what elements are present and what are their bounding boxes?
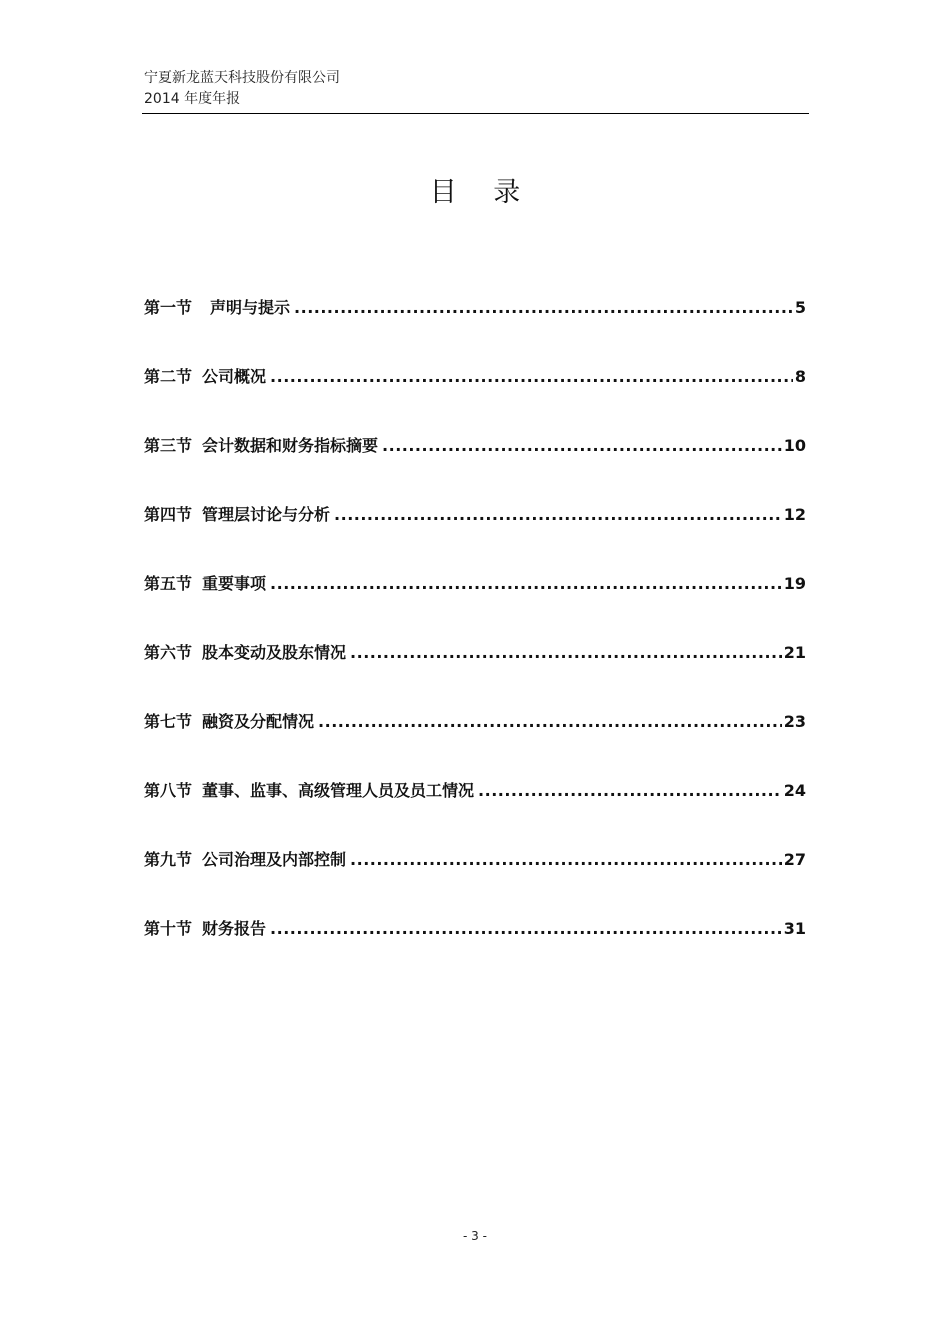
toc-dot-leader [270, 361, 793, 393]
toc-page-number: 8 [794, 367, 806, 386]
toc-section-number: 第十节 [144, 919, 193, 938]
toc-section-number: 第七节 [144, 712, 193, 731]
toc-section-title: 会计数据和财务指标摘要 [202, 436, 379, 455]
toc-dot-leader [350, 844, 782, 876]
toc-entry-section-9[interactable] [144, 844, 806, 913]
toc-section-title: 融资及分配情况 [202, 712, 315, 731]
toc-entry-section-4[interactable] [144, 499, 806, 568]
toc-page-number: 23 [783, 712, 806, 731]
toc-entry-section-10[interactable] [144, 913, 806, 982]
toc-dot-leader [382, 430, 782, 462]
toc-page-number: 5 [794, 298, 806, 317]
toc-section-number: 第一节 [144, 298, 193, 317]
toc-entry-section-7[interactable] [144, 706, 806, 775]
page-footer-number: - 3 - [463, 1229, 487, 1243]
toc-page-number: 21 [783, 643, 806, 662]
toc-dot-leader [478, 775, 782, 807]
toc-entry-section-1[interactable] [144, 292, 806, 361]
toc-section-title: 声明与提示 [210, 298, 291, 317]
toc-section-number: 第四节 [144, 505, 193, 524]
toc-entry-section-3[interactable] [144, 430, 806, 499]
toc-page-number: 27 [783, 850, 806, 869]
toc-section-title: 管理层讨论与分析 [202, 505, 331, 524]
header-report-title: 2014 年度年报 [144, 91, 241, 107]
toc-page-number: 12 [783, 505, 806, 524]
toc-section-number: 第三节 [144, 436, 193, 455]
table-of-contents [144, 292, 806, 982]
toc-section-number: 第二节 [144, 367, 193, 386]
toc-entry-section-5[interactable] [144, 568, 806, 637]
toc-section-title: 公司治理及内部控制 [202, 850, 347, 869]
toc-dot-leader [270, 568, 782, 600]
page-title: 目 录 [429, 177, 535, 208]
toc-section-number: 第五节 [144, 574, 193, 593]
toc-section-title: 财务报告 [202, 919, 267, 938]
toc-section-title: 股本变动及股东情况 [202, 643, 347, 662]
toc-section-title: 董事、监事、高级管理人员及员工情况 [202, 781, 475, 800]
toc-page-number: 24 [783, 781, 806, 800]
toc-dot-leader [294, 292, 793, 324]
toc-section-number: 第九节 [144, 850, 193, 869]
toc-page-number: 31 [783, 919, 806, 938]
running-header [144, 68, 808, 110]
toc-entry-section-6[interactable] [144, 637, 806, 706]
toc-dot-leader [270, 913, 782, 945]
header-company-name: 宁夏新龙蓝天科技股份有限公司 [144, 70, 340, 86]
toc-section-number: 第八节 [144, 781, 193, 800]
toc-dot-leader [318, 706, 782, 738]
toc-entry-section-8[interactable] [144, 775, 806, 844]
toc-section-number: 第六节 [144, 643, 193, 662]
toc-entry-section-2[interactable] [144, 361, 806, 430]
toc-dot-leader [334, 499, 782, 531]
header-divider [142, 113, 809, 114]
toc-section-title: 公司概况 [202, 367, 267, 386]
toc-page-number: 10 [783, 436, 806, 455]
toc-section-title: 重要事项 [202, 574, 267, 593]
toc-page-number: 19 [783, 574, 806, 593]
toc-dot-leader [350, 637, 782, 669]
